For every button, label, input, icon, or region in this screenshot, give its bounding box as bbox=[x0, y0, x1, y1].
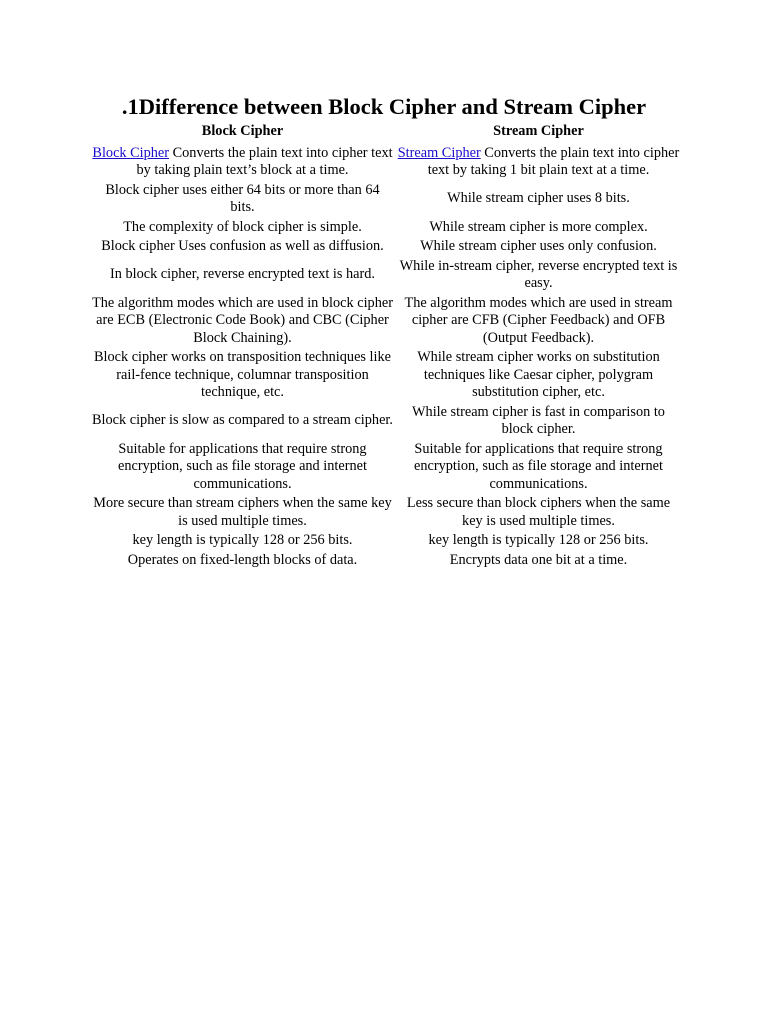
stream-cipher-cell: While stream cipher is more complex. bbox=[429, 218, 648, 235]
table-row bbox=[90, 494, 682, 531]
table-row bbox=[90, 294, 682, 349]
table-row bbox=[90, 218, 682, 238]
stream-cipher-cell: While stream cipher uses 8 bits. bbox=[447, 190, 630, 207]
stream-cipher-cell: While stream cipher works on substitution techniques like Caesar cipher, polygram substitution cipher, etc. bbox=[417, 349, 660, 400]
stream-cipher-cell: While in-stream cipher, reverse encrypted text is easy. bbox=[399, 257, 678, 291]
table-row bbox=[90, 403, 682, 440]
comparison-table bbox=[90, 122, 682, 570]
stream-cipher-cell: The algorithm modes which are used in stream cipher are CFB (Cipher Feedback) and OFB (Output Feedback). bbox=[404, 294, 673, 346]
stream-cipher-header: Stream Cipher bbox=[493, 123, 584, 139]
page-title: .1Difference between Block Cipher and Stream Cipher bbox=[121, 94, 647, 119]
block-cipher-cell: The algorithm modes which are used in block cipher are ECB (Electronic Code Book) and CBC (Cipher Block Chaining). bbox=[92, 294, 393, 346]
table-row bbox=[90, 237, 682, 257]
table-row bbox=[90, 551, 682, 571]
table-row bbox=[90, 348, 682, 403]
stream-cipher-definition: Converts the plain text into cipher text by taking 1 bit plain text at a time. bbox=[427, 144, 680, 178]
block-cipher-cell: More secure than stream ciphers when the same key is used multiple times. bbox=[93, 495, 392, 529]
block-cipher-definition: Converts the plain text into cipher text by taking plain text’s block at a time. bbox=[136, 144, 393, 178]
block-cipher-link[interactable]: Block Cipher bbox=[92, 144, 170, 161]
table-row bbox=[90, 144, 682, 181]
block-cipher-cell: Suitable for applications that require strong encryption, such as file storage and internet communications. bbox=[118, 440, 367, 492]
table-header-row bbox=[90, 122, 682, 144]
block-cipher-header: Block Cipher bbox=[201, 123, 284, 139]
block-cipher-cell: The complexity of block cipher is simple. bbox=[123, 218, 362, 235]
block-cipher-cell bbox=[90, 144, 395, 181]
table-row bbox=[90, 257, 682, 294]
stream-cipher-cell: Less secure than block ciphers when the same key is used multiple times. bbox=[406, 495, 671, 529]
block-cipher-cell: Block cipher Uses confusion as well as diffusion. bbox=[101, 238, 384, 254]
stream-cipher-cell: Encrypts data one bit at a time. bbox=[449, 551, 628, 568]
stream-cipher-cell: Suitable for applications that require strong encryption, such as file storage and internet communications. bbox=[414, 440, 663, 492]
block-cipher-cell: Block cipher works on transposition techniques like rail-fence technique, columnar transposition technique, etc. bbox=[93, 349, 391, 400]
block-cipher-cell: Operates on fixed-length blocks of data. bbox=[127, 551, 358, 568]
block-cipher-cell: Block cipher uses either 64 bits or more than 64 bits. bbox=[105, 181, 380, 215]
table-row bbox=[90, 181, 682, 218]
block-cipher-cell: Block cipher is slow as compared to a stream cipher. bbox=[92, 412, 393, 429]
table-row bbox=[90, 531, 682, 551]
stream-cipher-cell: While stream cipher uses only confusion. bbox=[420, 238, 657, 254]
stream-cipher-link[interactable]: Stream Cipher bbox=[397, 144, 481, 161]
stream-cipher-cell bbox=[395, 144, 682, 181]
block-cipher-cell: key length is typically 128 or 256 bits. bbox=[132, 532, 353, 548]
block-cipher-cell: In block cipher, reverse encrypted text is hard. bbox=[109, 266, 375, 283]
stream-cipher-cell: While stream cipher is fast in comparison to block cipher. bbox=[412, 403, 665, 437]
table-row bbox=[90, 440, 682, 495]
stream-cipher-cell: key length is typically 128 or 256 bits. bbox=[428, 532, 649, 548]
